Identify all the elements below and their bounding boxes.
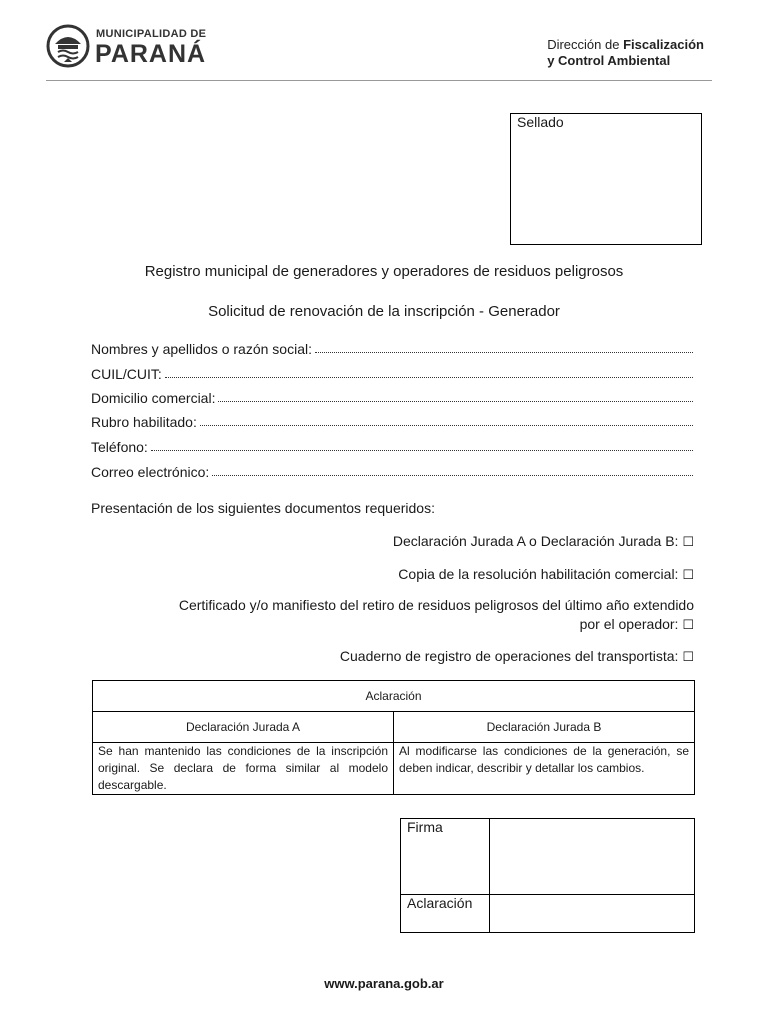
fill-line (151, 450, 693, 451)
field-cuil[interactable] (91, 366, 693, 382)
requirement-label-line1: Certificado y/o manifiesto del retiro de residuos peligrosos del último año extendido (178, 597, 694, 613)
aclaracion-field[interactable] (490, 895, 695, 933)
aclaracion-label: Aclaración (401, 895, 490, 933)
requirement-label: Copia de la resolución habilitación comercial: (398, 566, 679, 582)
field-correo[interactable] (91, 464, 693, 480)
fill-line (218, 401, 693, 402)
municipality-name: PARANÁ (95, 40, 207, 68)
department-bold-1: Fiscalización (623, 37, 704, 52)
fill-line (315, 352, 693, 353)
requirement-label-line2: por el operador: (579, 616, 679, 632)
sellado-box (510, 113, 702, 245)
sellado-label: Sellado (517, 114, 564, 130)
field-label: Nombres y apellidos o razón social: (91, 341, 312, 357)
header-divider (46, 80, 712, 81)
checkbox-icon[interactable]: ☐ (682, 535, 694, 550)
checkbox-icon[interactable]: ☐ (682, 568, 694, 583)
table-title: Aclaración (93, 681, 695, 712)
field-nombres[interactable] (91, 341, 693, 357)
fill-line (165, 377, 693, 378)
firma-label: Firma (401, 819, 490, 895)
department-name (547, 37, 704, 69)
cell-text-b: Al modificarse las condiciones de la generación, se deben indicar, describir y detallar los cambios. (394, 743, 695, 795)
municipality-label: MUNICIPALIDAD DE (96, 28, 207, 40)
department-bold-2: y Control Ambiental (547, 53, 671, 68)
aclaracion-table (92, 680, 695, 795)
footer-website: www.parana.gob.ar (324, 976, 444, 991)
requirement-habilitacion (398, 565, 694, 585)
cell-text-a: Se han mantenido las condiciones de la inscripción original. Se declara de forma similar al modelo descargable. (93, 743, 394, 795)
field-label: Teléfono: (91, 439, 148, 455)
requirement-certificado (179, 596, 694, 635)
field-rubro[interactable] (91, 414, 693, 430)
requirement-cuaderno (340, 647, 694, 667)
firma-field[interactable] (490, 819, 695, 895)
requirement-label: Declaración Jurada A o Declaración Jurada B: (392, 533, 679, 549)
document-subtitle: Solicitud de renovación de la inscripción - Generador (208, 303, 560, 320)
firma-table (400, 818, 695, 933)
fill-line (212, 475, 693, 476)
field-telefono[interactable] (91, 439, 693, 455)
column-header-b: Declaración Jurada B (394, 712, 695, 743)
column-header-a: Declaración Jurada A (93, 712, 394, 743)
field-label: Domicilio comercial: (91, 390, 216, 406)
document-title: Registro municipal de generadores y operadores de residuos peligrosos (144, 263, 624, 280)
municipal-seal-logo (46, 22, 90, 70)
fill-line (200, 425, 693, 426)
documents-intro: Presentación de los siguientes documentos requeridos: (91, 500, 435, 516)
field-label: Rubro habilitado: (91, 414, 197, 430)
requirement-label: Cuaderno de registro de operaciones del transportista: (339, 648, 679, 664)
checkbox-icon[interactable]: ☐ (682, 618, 694, 633)
department-prefix: Dirección de (547, 37, 624, 52)
field-domicilio[interactable] (91, 390, 693, 406)
checkbox-icon[interactable]: ☐ (682, 650, 694, 665)
requirement-declaracion (393, 532, 694, 552)
field-label: CUIL/CUIT: (91, 366, 162, 382)
field-label: Correo electrónico: (91, 464, 210, 480)
